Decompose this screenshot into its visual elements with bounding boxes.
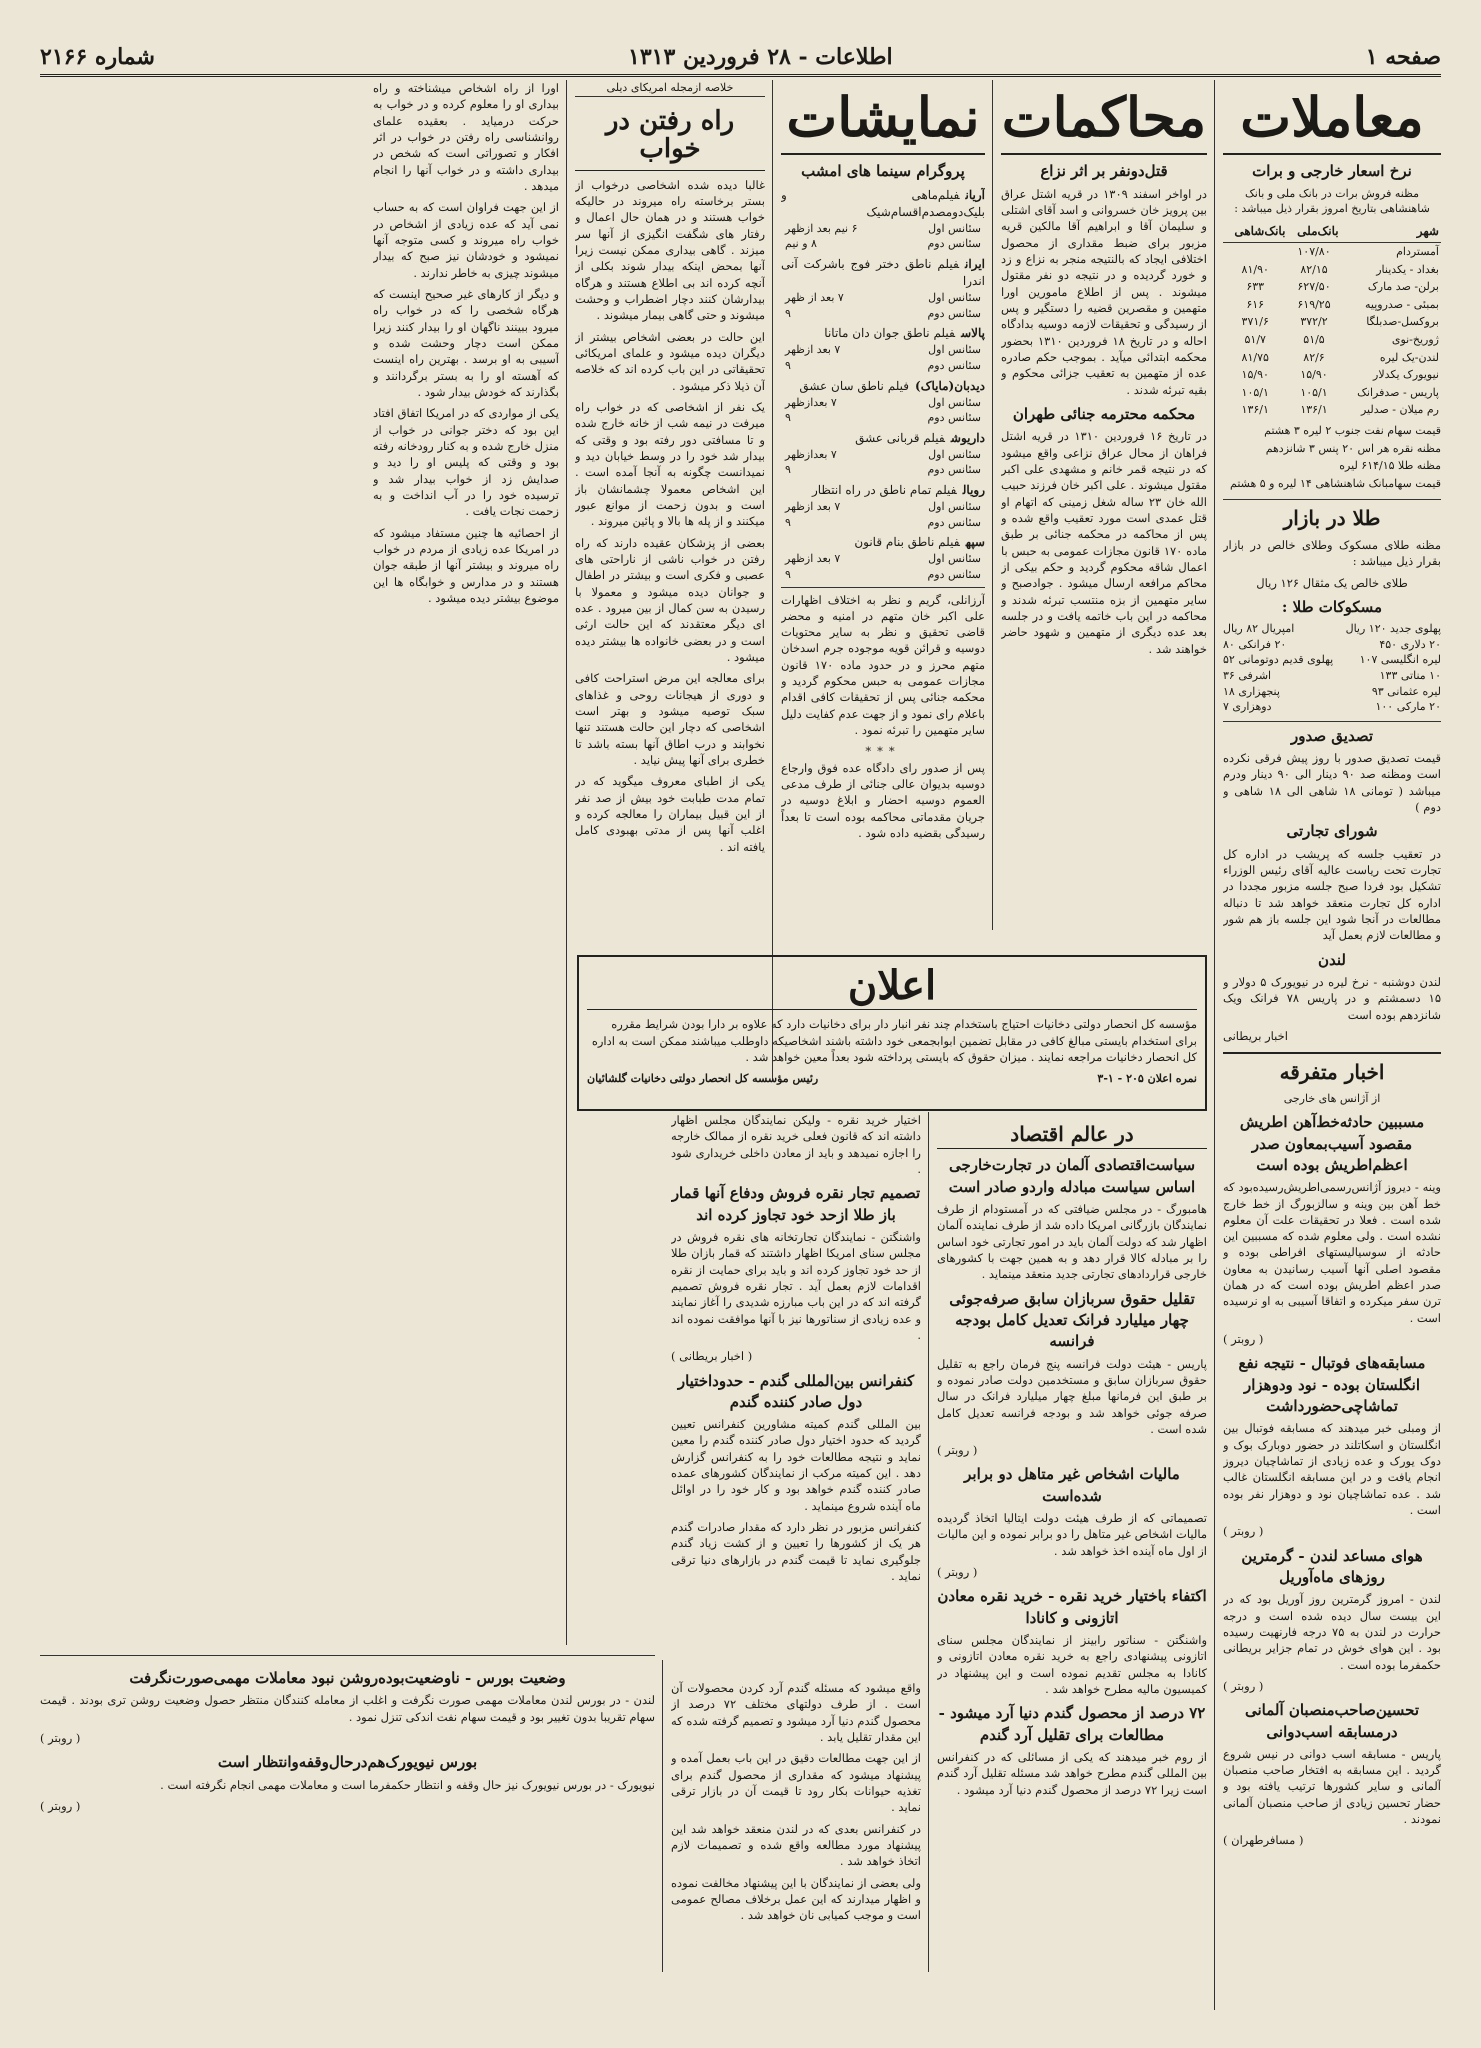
coin-row [1223,621,1441,637]
rates-city-cell: پاریس - صدفرانک [1357,385,1439,399]
misc-headline-1: مسببین حادثه‌خط‌آهن اطریش مقصود آسیب‌بمعاون صدر اعظم‌اطریش بوده است [1239,1113,1425,1174]
cinema-session [781,515,985,531]
misc-source-4: ( مسافرطهران ) [1223,1833,1304,1848]
misc-headline-2: مسابقه‌های فوتبال - نتیجه نفع انگلستان بوده - نود ودوهزار تماشاچی‌حضورداشت [1238,1354,1426,1416]
advertisement-title: اعلان [587,963,1197,1010]
column-transactions [1223,80,1441,2010]
header-date: اطلاعات - ۲۸ فروردین ۱۳۱۳ [628,44,893,70]
session-time: ۸ و نیم [785,237,817,251]
rates-header-city: شهر [1341,221,1441,243]
coin-price: امپریال ۸۲ ریال [1223,622,1295,636]
far-text-2: از این جهت فراوان است که به حساب نمی آید که عده زیادی از اشخاص در خواب راه میروند و کسی متوجه آنها نمیشود و خودشان نیز صبح که بیدار میشوند چیزی به خاطر ندارند . [373,200,559,280]
courts-headline-2: محکمه محترمه جنائی طهران [1012,404,1196,423]
economy-source-3: ( روبتر ) [937,1565,978,1580]
session-time: ۹ [785,411,791,425]
cinema-name [781,378,985,395]
rates-row [1223,349,1441,367]
economy2-text-2: بین المللی گندم کمیته مشاورین کنفرانس تعیین گردید که حدود اختیار دول صادر کننده گندم را معین نماید و نتیجه مطالعات خود را به کنفرانس گزارش دهد . این کمیته مرکب از نمایندگان کشورهای عمده صادر کننده گندم خواهد بود و کار خود را در اوائل ماه آینده شروع مینماید . [671,1417,921,1513]
rates-row [1223,261,1441,279]
rates-melli-cell: ۸۲/۱۵ [1300,262,1328,276]
cinema-title: ایران [965,256,985,271]
rates-shahi-cell: ۱۰۵/۱ [1241,385,1269,399]
cinema-film: فیلم ناطق جوان دان ماتانا [824,326,956,341]
misc-text-2: از ومبلی خبر میدهند که مسابقه فوتبال بین انگلستان و اسکاتلند در حضور دوبارک بوک و دوک یورک و عده زیادی از تماشاچیان دیروز انجام یافت و در این مسابقه انگلستان غالب شد . عده تماشاچیان نود و دوهزار نفر بوده است . [1223,1421,1441,1517]
rates-melli-cell: ۱۰۷/۸۰ [1297,244,1331,258]
courts-text-2: در تاریخ ۱۶ فروردین ۱۳۱۰ در قریه اشتل فراهان از محال عراق نزاعی واقع میشود که در نتیجه قمر خانم و مشهدی علی اکبر مقتول میشوند . علی اکبر خان فرزند حبیب الله خان ۲۳ ساله شغل زمینی که اتهام او قتل عمدی است مورد تعقیب واقع شده و پس از محاکمه در محکمه جنائی بر طبق ماده ۱۷۰ قانون مجازات عمومی به حبس با اعمال شاقه محکوم گردید و حکم بیکی از محاکم مرافعه ارسال میشود . جوادصبح و سایر متهمین از بزه منتسب تبرئه شدند و محاکمه در این باب خاتمه یافت و در جلسه بعد عده دیگری از متهمین و شهود حاضر خواهند شد . [1001,429,1207,656]
session-time: ۷ بعد ازظهر [785,343,841,357]
council-text: در تعقیب جلسه که پریشب در اداره کل تجارت تحت ریاست عالیه آقای رئیس الوزراء تشکیل بود فردا صبح جلسه مزبور مجددا در اداره کل تجارت منعقد خواهد شد تا دنباله مطالعات در آنجا شود این جلسه باز هم شور و مطالعات لازم بعمل آید [1223,846,1441,943]
rates-header-melli: بانک‌ملی [1287,221,1340,243]
rates-melli-cell: ۸۲/۶ [1303,350,1325,364]
rates-row [1223,242,1441,260]
column-shows [781,80,985,940]
rates-city-cell: لندن-یک لیره [1379,350,1439,364]
cinema-session [781,358,985,374]
cinema-session [781,236,985,252]
column-rule [662,1660,663,1972]
rates-shahi-cell [1223,242,1287,260]
session-time: ۹ [785,567,791,581]
misc-title: اخبار متفرقه [1223,1052,1441,1086]
courts-headline-1: قتل‌دو‌نفر بر اثر نزاع [1040,162,1168,181]
misc-headline-4: تحسین‌صاحب‌منصبان آلمانی درمسابقه اسب‌دوانی [1244,1701,1420,1741]
rates-city-cell: نیویورک یکدلار [1373,368,1439,382]
session-label: سئانس اول [928,291,981,305]
dream-text-2: این حالت در بعضی اشخاص بیشتر از دیگران دیده میشود و علمای امریکائی تحقیقاتی در این باب کرده اند که خلاصه آن ذیلا ذکر میشود . [575,329,765,393]
column-rule [992,80,993,930]
coin-price: ۲۰ فرانکی ۸۰ [1223,637,1287,651]
rates-city-cell: برلن- صد مارک [1367,280,1439,294]
cinema-name [781,482,985,499]
rates-melli-cell: ۶۱۹/۲۵ [1297,297,1331,311]
column-rule [1214,80,1215,2010]
cinema-entry [781,187,985,252]
header-page-number: صفحه ۱ [1365,44,1441,70]
dream-text-4: بعضی از پزشکان عقیده دارند که راه رفتن در خواب ناشی از ناراحتی های عصبی و فکری است و بیشتر در اطفال و جوانان دیده میشود و معمولا با رسیدن به سن کمال از بین میرود . عده ای دیگر معتقدند که این حالت ارثی است و در بعضی خانواده ها بیشتر دیده میشود . [575,535,765,664]
cinema-session [781,567,985,583]
cinema-title: آریان [965,187,985,202]
session-label: سئانس اول [928,395,981,409]
gold-line: طلای خالص یک مثقال ۱۲۶ ریال [1256,575,1408,590]
cinema-session [781,551,985,567]
rates-city-cell: ژوریخ-نوی [1391,332,1439,346]
rates-shahi-cell: ۵۱/۷ [1244,332,1266,346]
shows-end-text: پس از صدور رای دادگاه عده فوق وارجاع دوسیه بدیوان عالی جنائی از طرف مدعی العموم دوسیه احضار و ابلاغ دوسیه در جریان مقدماتی محاکمه بوده است تا بعداً رسیدگی بقضیه داده شود . [781,760,985,841]
bourse-headline-2: بورس نیویورک‌هم‌درحال‌وقفه‌وانتظار است [217,1753,478,1772]
economy2-text-1: واشنگتن - نمایندگان تجارتخانه های نقره فروش در مجلس سنای امریکا اظهار داشتند که قمار بازان طلا از حد خود تجاوز کرده اند و باید برای حمایت از نقره اقدامات لازم بعمل آید . تجار نقره فروش تصمیم گرفته اند که در این باب مبارزه شدیدی را آغاز نمایند و عده زیادی از سناتورها نیز با آنها موافقت نموده اند . [671,1229,921,1342]
coin-row [1223,699,1441,715]
cinema-film: فیلم قربانی عشق [855,430,945,445]
economy-source-2: ( روبتر ) [937,1443,978,1458]
coin-row [1223,652,1441,668]
economy3-text-2: از این جهت مطالعات دقیق در این باب بعمل آمده و پیشنهاد میشود که مقداری از محصول گندم برای تغذیه حیوانات بکار رود تا قیمت آن در بازار ترقی نماید . [671,1751,921,1815]
economy-text-5: از روم خبر میدهند که یکی از مسائلی که در کنفرانس بین المللی گندم مطرح خواهد شد مسئله تقلیل آرد گندم است زیرا ۷۲ درصد از محصول گندم دنیا آرد میشود . [937,1749,1207,1797]
coin-row [1223,668,1441,684]
cinema-session [781,306,985,322]
rates-note: مظنه طلا ۶۱۴/۱۵ لیره [1339,459,1441,473]
cinema-entry [781,325,985,373]
advertisement-box [577,955,1207,1111]
rates-row [1223,331,1441,349]
advertisement-signature [587,1071,1197,1087]
coin-price: لیره انگلیسی ۱۰۷ [1359,653,1441,667]
bourse-source-2: ( روبتر ) [40,1798,81,1813]
coins-title: مسکوکات طلا : [1281,597,1383,616]
cinema-entry [781,430,985,478]
economy3-text-3: در کنفرانس بعدی که در لندن منعقد خواهد شد این پیشنهاد مورد مطالعه واقع شده و تصمیمات لازم اتخاذ خواهد شد . [671,1821,921,1869]
rates-row [1223,401,1441,419]
rates-row [1223,278,1441,296]
misc-source-3: ( روبتر ) [1223,1678,1264,1693]
far-text-5: از احصائیه ها چنین مستفاد میشود که در امریکا عده زیادی از مردم در خواب راه میروند و بیشتر آنها از طبقه جوان هستند و در مدارس و خوابگاه ها این موضوع بیشتر دیده میشود . [373,525,559,605]
session-label: سئانس دوم [927,237,981,251]
session-time: ۹ [785,463,791,477]
cinema-film: فیلم ناطق دختر فوج باشرکت آنی اندرا [781,256,985,288]
session-label: سئانس اول [928,500,981,514]
coin-row [1223,684,1441,700]
gold-title: طلا در بازار [1223,499,1441,532]
cinema-entry [781,482,985,530]
cinema-session [781,395,985,411]
cinema-name [781,325,985,342]
economy3-text-1: واقع میشود که مسئله گندم آرد کردن محصولات آن است . از طرف دولتهای مختلف ۷۲ درصد از محصول گندم دنیا آرد میشود و تصمیم گرفته شده که این مقدار تقلیل یابد . [671,1681,921,1744]
misc-text-3: لندن - امروز گرمترین روز آوریل بود که در این بیست سال دیده شده است و درجه حرارت در لندن به ۷۵ درجه فارنهیت رسیده بود . این هوای خوش در تمام جزایر بریطانی حکمفرما بوده است . [1223,1592,1441,1672]
cinema-film: فیلم‌ماهی و بلیک‌دومصدم‌اقسام‌شیک [781,187,985,219]
misc-text-4: پاریس - مسابقه اسب دوانی در نیس شروع گردید . این مسابقه به افتخار صاحب منصبان آلمانی و سایر کشورها ترتیب یافته بود و حضار تحسین زیادی از صاحب منصبان آلمانی نمودند . [1223,1746,1441,1827]
session-label: سئانس دوم [927,411,981,425]
cinema-session [781,499,985,515]
session-label: سئانس اول [928,221,981,235]
section-divider-stars: *** [865,744,901,759]
rates-city-cell: بروکسل-صدبلگا [1366,315,1439,329]
session-time: ۷ بعدازظهر [785,395,837,409]
bourse-text-2: نیویورک - در بورس نیویورک نیز حال وقفه و انتظار حکمفرما است و معاملات مهمی انجام نگرفته است . [160,1777,655,1792]
coin-price: پنجهزاری ۱۸ [1223,684,1280,698]
coin-row [1223,637,1441,653]
column-courts [1001,80,1207,950]
misc-subtitle: از آژانس های خارجی [1283,1091,1381,1105]
shows-continuation-text: آرزانلی، گریم و نظر به اختلاف اظهارات علی اکبر خان متهم در امنیه و محضر قاضی تحقیق و نظر به سایر محتویات دوسیه و قرائن قویه موجوده جرم اسدخان متهم محرز و در حدود ماده ۱۷۰ قانون مجازات عمومی به حبس محکوم گردید و محکمه جنائی پس از تحقیقات کافی اقدام باعلام رای نمود و از جهت عدم کفایت دلیل سایر متهمین را تبرئه نمود . [781,587,985,739]
economy2-text-3: کنفرانس مزبور در نظر دارد که مقدار صادرات گندم هر یک از کشورها را تعیین و از کشت زیاد گندم جلوگیری نماید تا قیمت گندم در بازارهای دنیا ترقی نماید . [671,1520,921,1584]
rates-melli-cell: ۱۳۶/۱ [1300,403,1328,417]
article-byline: خلاصه ازمجله امریکای دیلی [575,80,765,97]
far-text-3: و دیگر از کارهای غیر صحیح اینست که هرگاه شخصی را که در خواب راه میرود ببینند ناگهان او را بیدار کنند زیرا ممکن است دچار وحشت شده و آسیبی به او برسد . بهترین راه اینست که آهسته او را به بستر برگردانند و بگذارند که خودش بیدار شود . [373,286,559,399]
rates-shahi-cell: ۳۷۱/۶ [1241,315,1269,329]
rates-shahi-cell: ۸۱/۷۵ [1241,350,1269,364]
rates-header-row [1223,221,1441,243]
cinema-program-title: پروگرام سینما های امشب [801,162,965,181]
rates-melli-cell: ۳۷۲/۲ [1300,315,1328,329]
cinema-entry [781,256,985,321]
session-time: ۷ بعدازظهر [785,447,837,461]
coins-list [1223,621,1441,715]
economy-text-1: هامبورگ - در مجلس ضیافتی که در آمستودام از طرف نمایندگان بازرگانی امریکا داده شد از طرف نماینده آلمان اظهار شد که دولت آلمان باید در امور تجارتی خود اساس را بر مبادله کالا قرار دهد و به همین جهت با کشورهای خارجی قراردادهای تجارتی جدید منعقد مینماید . [937,1201,1207,1282]
economy-headline-2: تقلیل حقوق سربازان سابق صرفه‌جوئی چهار میلیارد فرانک تعدیل کامل بودجه فرانسه [949,1289,1195,1351]
bourse-text-1: لندن - در بورس لندن معاملات مهمی صورت نگرفت و اغلب از معامله کنندگان منتظر حصول وضعیت روشن تری بودند . قیمت سهام تقریبا بدون تغییر بود و قیمت سهام نفت اندکی تنزل نمود . [40,1693,655,1724]
economy3-text-4: ولی بعضی از نمایندگان با این پیشنهاد مخالفت نموده و اظهار میدارند که این عمل برخلاف مصالح عمومی است و موجب کمیابی نان خواهد شد . [671,1875,921,1923]
cinema-session [781,290,985,306]
rates-row [1223,366,1441,384]
rates-title: نرخ اسعار خارجی و برات [1252,162,1412,181]
cinema-name [781,534,985,551]
advertisement-signatory: رئیس مؤسسه کل انحصار دولتی دخانیات گلشائیان [587,1072,819,1086]
column-bourse [40,1662,655,1972]
rates-row [1223,384,1441,402]
coin-price: لیره عثمانی ۹۳ [1371,684,1441,698]
column-continuation [373,80,559,1645]
session-time: ۹ [785,515,791,529]
advertisement-text: مؤسسه کل انحصار دولتی دخانیات احتیاج باستخدام چند نفر انبار دار برای دخانیات دارد که علاوه بر دارا بودن شرایط مقرره برای استخدام بایستی مبالغ کافی در مقابل تضمین ابوابجمعی خود داشته باشند اشخاصیکه داوطلب میباشند ممکن است به اداره کل انحصار دخانیات مراجعه نمایند . میزان حقوق که بایستی پرداخته شود بعداً معین خواهد شد . [591,1017,1197,1065]
cinema-session [781,342,985,358]
column-economy-3 [671,1680,921,1970]
economy-text-3: تصمیماتی که از طرف هیئت دولت ایتالیا اتخاذ گردیده مالیات اشخاص غیر متاهل را دو برابر نموده و این مالیات از اول ماه آینده اخذ خواهد شد . [937,1511,1207,1558]
dream-text-6: یکی از اطبای معروف میگوید که در تمام مدت طبابت خود بیش از صد نفر از این قبیل بیماران را معالجه کرده و اغلب آنها پس از مدتی بهبودی کامل یافته اند . [575,774,765,854]
misc-source-1: ( روبتر ) [1223,1332,1264,1347]
column-rule [772,80,773,1080]
misc-source-2: ( روبتر ) [1223,1524,1264,1539]
rates-shahi-cell: ۸۱/۹۰ [1241,262,1269,276]
coin-price: اشرفی ۳۶ [1223,668,1272,682]
misc-headline-3: هوای مساعد لندن - گرمترین روزهای ماه‌آوریل [1241,1546,1423,1586]
rates-note: قیمت سهام نفت جنوب ۲ لیره ۳ هشتم [1264,424,1441,438]
rates-shahi-cell: ۱۵/۹۰ [1241,368,1269,382]
rates-shahi-cell: ۶۳۳ [1246,280,1265,294]
misc-text-1: وینه - دیروز آژانس‌رسمی‌اطریش‌رسیده‌بود که خط آهن بین وینه و سالزبورگ از خط خارج شده است . فعلا در تحقیقات علت آن معلوم نشده است . ولی معلوم شده که مسببین این حادثه از سوسیالیستهای افراطی بوده و مقصود اصلی آنها آسیب رسانیدن به معاون صدر اعظم اطریش بوده است که در همان ترن سفر میکرده و اتفاقا آسیبی به او نرسیده است . [1223,1180,1441,1325]
rates-city-cell: بمبئی - صدروپیه [1365,297,1439,311]
economy2-source-1: ( اخبار بریطانی ) [671,1349,753,1364]
column-rule [928,1112,929,1972]
london-text: لندن دوشنبه - نرخ لیره در نیویورک ۵ دولار و ۱۵ دسمشتم و در پاریس ۷۸ فرانک ویک شانزدهم بوده است [1223,974,1441,1022]
cinema-entry [781,534,985,582]
economy-headline-5: ۷۲ درصد از محصول گندم دنیا آرد میشود - مطالعات برای تقلیل آرد گندم [938,1704,1206,1744]
cinema-title: داریوش [950,430,985,445]
session-label: سئانس اول [928,447,981,461]
cinema-name [781,430,985,447]
session-label: سئانس دوم [927,306,981,320]
economy2-text-0: اختیار خرید نقره - ولیکن نمایندگان مجلس اظهار داشته اند که قانون فعلی خرید نقره از ممالک خارجه را اجازه نمیدهد و باید از معادن داخلی خریداری شود . [671,1113,921,1176]
cinema-title: رویال [962,483,985,497]
cinema-film: فیلم تمام ناطق در راه انتظار [811,483,957,497]
rates-city-cell: آمستردام [1396,244,1439,258]
london-title: لندن [1318,950,1346,969]
bourse-title: وضعیت بورس - ناوضعیت‌بود‌ه‌روشن نبود معاملات مهمی‌صورت‌نگرفت [129,1669,566,1687]
masthead-courts: محاکمات [1001,80,1207,155]
courts-text-1: در اواخر اسفند ۱۳۰۹ در قریه اشتل عراق بین پرویز خان خسروانی و اسد آقای اشتلی و سلیمان آقا و ابراهیم آقا مالکین قریه مزبور برای ضبط مقداری از محصول اختلافی ایجاد که بالنتیجه منجر به نزاع و زد و خورد گردیده و در نتیجه دو نفر مقتول میشوند . پس از اطلاع مامورین اورا متهمین و مقصرین قضیه را دستگیر و پس از رسیدگی و تحقیقات لازمه دوسیه بدادگاه احاله و در تاریخ ۱۸ فروردین ۱۳۱۰ بحضور محکمه ابتدائی میآید . بموجب حکم صادره عده از متهمین به تعقیب جزائی محکوم و بقیه تبرئه شدند . [1001,186,1207,397]
rates-note: قیمت سهامبانک شاهنشاهی ۱۴ لیره و ۵ هشتم [1230,476,1441,490]
cert-text: قیمت تصدیق صدور با روز پیش فرقی نکرده است ومظنه صد ۹۰ دینار الی ۹۰ دینار ودرم میباشد ( تومانی ۱۸ شاهی الی ۱۸ شاهی و دوم ) [1223,751,1441,815]
gold-text: مظنه طلای مسکوک وطلای خالص در بازار بقرار ذیل میباشد : [1223,537,1441,569]
rates-melli-cell: ۶۲۷/۵۰ [1297,280,1331,294]
header-issue-number: شماره ۲۱۶۶ [40,44,155,70]
session-label: سئانس اول [928,343,981,357]
rates-melli-cell: ۵۱/۵ [1303,332,1325,346]
session-label: سئانس دوم [927,515,981,529]
economy-text-2: پاریس - هیئت دولت فرانسه پنج فرمان راجع به تقلیل حقوق سربازان سابق و مستخدمین دولت صادر نموده و بر طبق این فرمانها مبلغ چهار میلیارد فرانک در سال صرفه جوئی خواهد شد و بودجه فرانسه تعدیل کامل شده است . [937,1356,1207,1436]
rates-shahi-cell: ۱۳۶/۱ [1241,403,1269,417]
cinema-title: پالاس [961,326,985,341]
rates-city-cell: بغداد - یکدینار [1376,262,1439,276]
session-label: سئانس دوم [927,463,981,477]
column-rule [566,80,567,1645]
advertisement-number: نمره اعلان ۲۰۵ - ۱-۳ [1097,1072,1197,1086]
session-time: ۹ [785,306,791,320]
session-label: سئانس اول [928,552,981,566]
economy-headline-4: اکتفاء باختیار خرید نقره - خرید نقره معادن اتازونی و کانادا [937,1587,1207,1627]
economy-section-title: در عالم اقتصاد [937,1120,1207,1149]
cinema-session [781,462,985,478]
rates-row [1223,296,1441,314]
rates-header-shahi: بانک‌شاهی [1223,221,1287,243]
rates-table [1223,221,1441,419]
economy2-headline-1: تصمیم تجار نقره فروش ودفاع آنها قمار باز طلا ازحد خود تجاوز کرده اند [671,1184,921,1224]
cinema-name [781,187,985,221]
economy2-headline-2: کنفرانس بین‌المللی گندم - حدود‌اختیار دول صادر کننده گندم [677,1371,915,1411]
economy-text-4: واشنگتن - سناتور رابینز از نمایندگان مجلس سنای اتازونی پیشنهادی راجع به خرید نقره معادن اتازونی و کانادا به مجلس تقدیم نموده است و این پیشنهاد در کمیسیون مالیه مطرح خواهد شد . [937,1632,1207,1696]
masthead-transactions: معاملات [1223,80,1441,155]
dream-text-3: یک نفر از اشخاصی که در خواب راه میرفت در نیمه شب از خانه خارج شده و تا مسافتی دور رفته بود و وقتی که بیدار شد خود را در وسط خیابان دید و نمیدانست چگونه به آنجا آمده است . این اشخاص معمولا چشمانشان باز است و بدون زحمت از موانع عبور میکنند و از پله ها بالا و پائین میروند . [575,400,765,529]
rates-melli-cell: ۱۵/۹۰ [1300,368,1328,382]
far-text-4: یکی از مواردی که در امریکا اتفاق افتاد این بود که دختر جوانی در خواب از منزل خارج شده و به کنار رودخانه رفته بود و وقتی که پلیس او را دید و صدایش زد از خواب بیدار شد و ترسیده خود را در آب انداخت و به زحمت نجات یافت . [373,406,559,519]
session-label: سئانس دوم [927,358,981,372]
cinema-film: فیلم ناطق بنام قانون [854,535,960,550]
session-label: سئانس دوم [927,567,981,581]
cinema-session [781,221,985,237]
article-title-sleepwalking: راه رفتن در خواب [575,101,765,171]
horizontal-rule [40,1655,655,1656]
economy-headline-3: مالیات اشخاص غیر متاهل دو برابر شده‌است [964,1465,1180,1505]
cinema-session [781,447,985,463]
masthead-shows: نمایشات [781,80,985,155]
cinema-film: فیلم ناطق سان عشق [799,378,910,393]
column-economy-2 [671,1112,921,1672]
cinema-title: دیدبان(مایاک) [915,378,985,393]
cinema-entry [781,378,985,426]
column-economy-1 [937,1112,1207,1972]
economy-headline-1: سیاست‌اقتصادی آلمان در تجارت‌خارجی اساس سیاست مبادله واردو صادر است [948,1156,1196,1196]
rates-body [1223,242,1441,419]
session-time: ۷ بعد ازظهر [785,552,841,566]
cinema-name [781,256,985,290]
cert-title: تصدیق صدور [1223,721,1441,747]
rates-shahi-cell: ۶۱۶ [1246,297,1265,311]
cinema-session [781,410,985,426]
london-source: اخبار بریطانی [1223,1028,1288,1043]
coin-price: ۲۰ مارکی ۱۰۰ [1375,700,1441,714]
coin-price: پهلوی قدیم دوتومانی ۵۲ [1223,653,1334,667]
coin-price: ۲۰ دلاری ۴۵۰ [1379,637,1441,651]
coin-price: دوهزاری ۷ [1223,700,1272,714]
far-text-1: اورا از راه اشخاص میشناخته و راه بیداری او را معلوم کرده و در خواب به حرکت درمیاید . بعقیده علمای روانشناسی راه رفتن در خواب در اثر افکار و تصوراتی است که شخص در بیداری داشته و در خواب آنها را انجام میدهد . [373,81,559,193]
session-time: ۷ بعد ازظهر [785,500,841,514]
dream-text-5: برای معالجه این مرض استراحت کافی و دوری از هیجانات روحی و غذاهای سبک توصیه میشود و بهتر است اشخاصی که دچار این حالت هستند تنها نخوابند و درب اطاق آنها بسته باشد تا خطری برای آنها پیش نیاید . [575,671,765,767]
session-time: ۷ بعد از ظهر [785,291,844,305]
rates-melli-cell: ۱۰۵/۱ [1300,385,1328,399]
page-header [40,40,1441,77]
rates-row [1223,313,1441,331]
session-time: ۹ [785,358,791,372]
rates-city-cell: رم میلان - صدلیر [1360,403,1439,417]
council-title: شورای تجارتی [1286,822,1378,841]
rates-note: مظنه نقره هر اس ۲۰ پنس ۳ شانزدهم [1265,441,1441,455]
session-time: ۶ نیم بعد ازظهر [785,221,858,235]
coin-price: پهلوی جدید ۱۲۰ ریال [1345,622,1441,636]
rates-subtitle: مظنه فروش برات در بانک ملی و بانک شاهنشاهی بتاریخ امروز بقرار ذیل میباشد : [1234,186,1430,216]
cinema-title: سپه [965,535,985,550]
coin-price: ۱۰ مناتی ۱۳۳ [1379,668,1441,682]
cinema-list [781,187,985,583]
dream-text-1: غالبا دیده شده اشخاصی درخواب از بستر برخاسته راه میروند در حالیکه خواب هستند و در همان حال اعمال و رفتار های شگفت انگیزی از آنها سر میزند . گاهی بیداری ممکن نیست زیرا آنها بمحض اینکه بیدار شوند بکلی از آنچه کرده اند بی اطلاع هستند و هرگاه بیدارشان کنند دچار اضطراب و وحشت میشوند و حتی گاهی بیمار میشوند . [575,177,765,323]
bourse-source-1: ( روبتر ) [40,1730,81,1745]
rates-notes [1223,423,1441,491]
